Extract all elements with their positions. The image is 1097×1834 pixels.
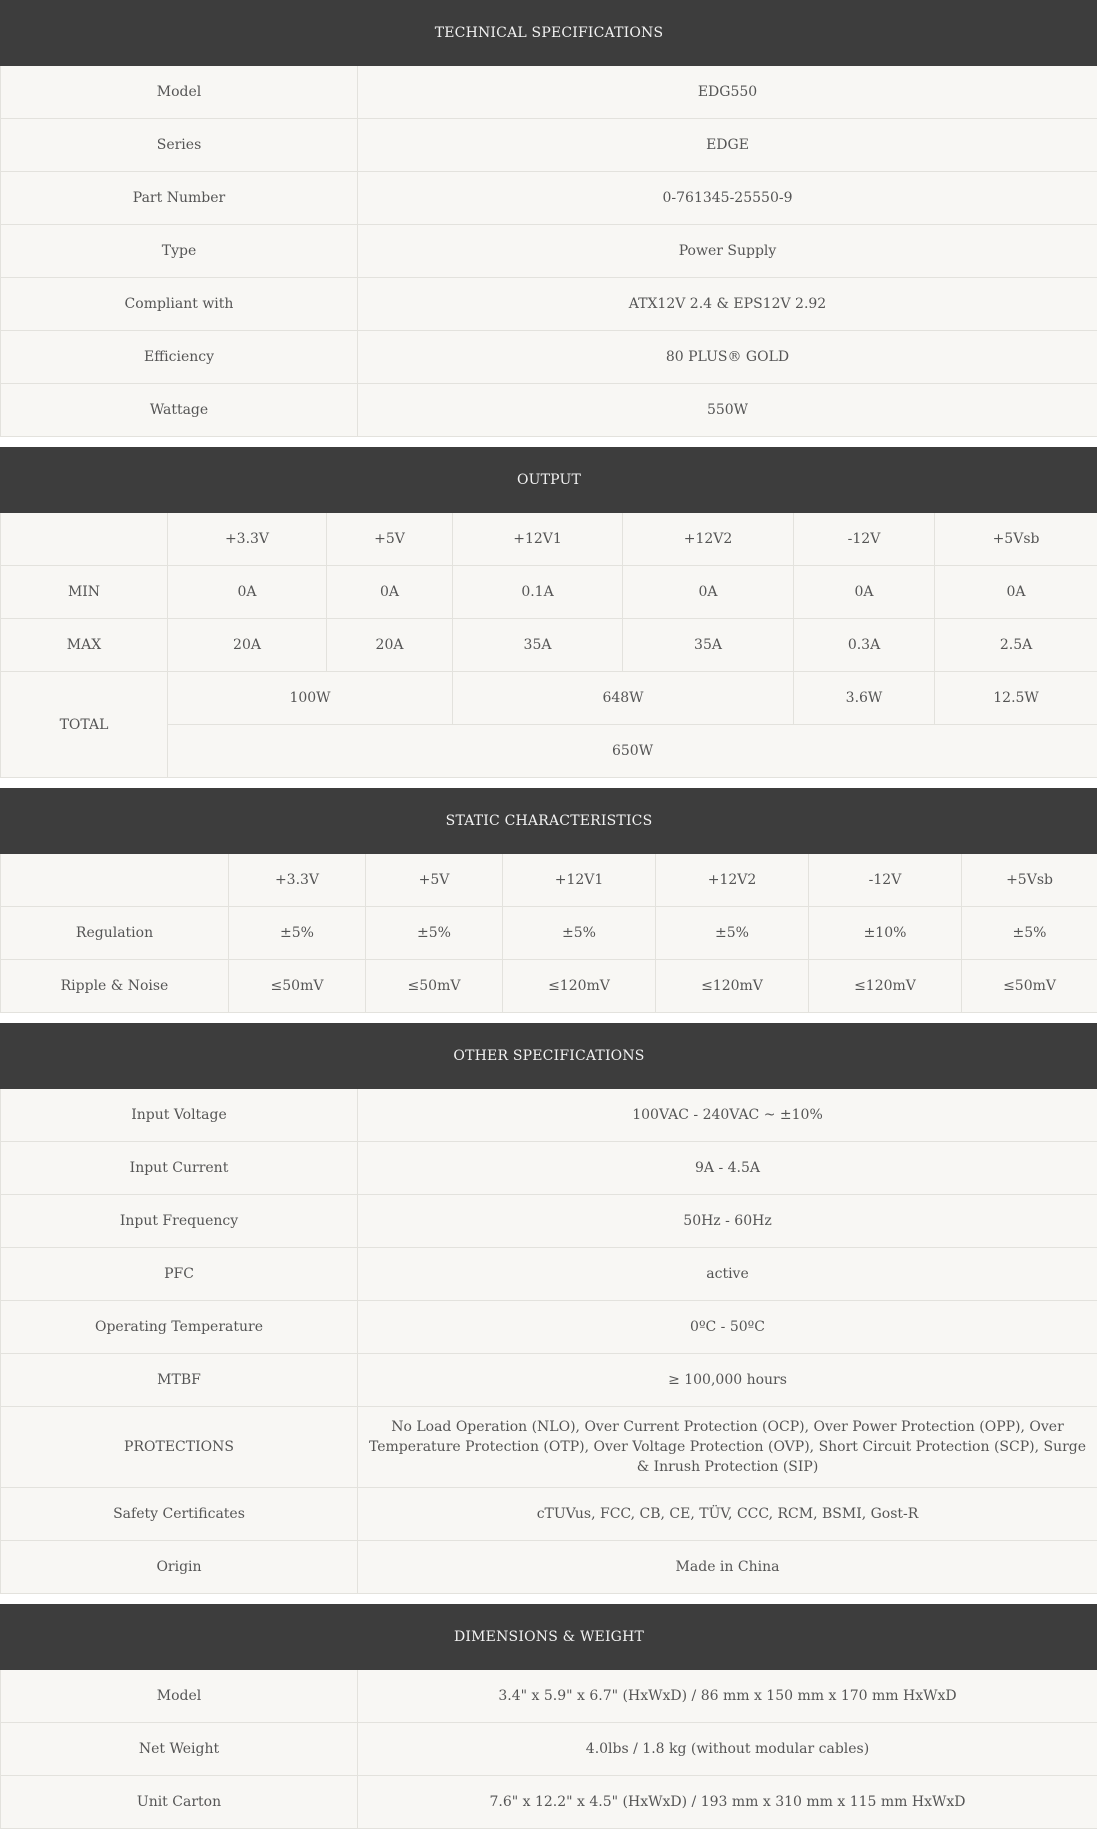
row-label: TOTAL [1, 672, 168, 778]
row-label: Efficiency [1, 331, 358, 384]
row-label: Compliant with [1, 278, 358, 331]
section-spacer [0, 778, 1097, 788]
cell-value: 0A [794, 566, 935, 619]
row-label: MIN [1, 566, 168, 619]
row-value: No Load Operation (NLO), Over Current Protection (OCP), Over Power Protection (OPP), Over Temperature Protection (OTP), Over Voltage Protection (OVP), Short Circuit Protection (SCP), Surge & Inrush Protection (SIP) [358, 1407, 1097, 1488]
row-value: Power Supply [358, 225, 1097, 278]
table-row [1, 119, 1097, 172]
cell-value: 648W [453, 672, 794, 725]
table-row [1, 1488, 1097, 1541]
row-value: 0-761345-25550-9 [358, 172, 1097, 225]
technical-specifications-table [0, 0, 1097, 437]
table-row [1, 225, 1097, 278]
cell-value: 35A [453, 619, 623, 672]
row-label: PFC [1, 1248, 358, 1301]
row-label: Unit Carton [1, 1776, 358, 1829]
table-row [1, 1723, 1097, 1776]
table-header-row [1, 513, 1097, 566]
cell-value: ≤120mV [656, 960, 809, 1013]
column-header: +12V2 [656, 854, 809, 907]
cell-value: ±5% [962, 907, 1097, 960]
table-row [1, 907, 1097, 960]
table-row [1, 1301, 1097, 1354]
table-row [1, 1776, 1097, 1829]
table-row [1, 66, 1097, 119]
cell-value: 20A [327, 619, 453, 672]
cell-value: 35A [623, 619, 794, 672]
section-spacer [0, 1013, 1097, 1023]
row-value: 100VAC - 240VAC ~ ±10% [358, 1089, 1097, 1142]
row-label: Net Weight [1, 1723, 358, 1776]
table-row [1, 1195, 1097, 1248]
column-header: +5V [366, 854, 503, 907]
cell-value: 0A [327, 566, 453, 619]
row-value: 9A - 4.5A [358, 1142, 1097, 1195]
row-value: cTUVus, FCC, CB, CE, TÜV, CCC, RCM, BSMI, Gost-R [358, 1488, 1097, 1541]
cell-value: 3.6W [794, 672, 935, 725]
cell-value: ±10% [809, 907, 962, 960]
section-title: DIMENSIONS & WEIGHT [1, 1605, 1097, 1670]
cell-value: 0.3A [794, 619, 935, 672]
row-value: ATX12V 2.4 & EPS12V 2.92 [358, 278, 1097, 331]
empty-cell [1, 513, 168, 566]
section-title: OUTPUT [1, 448, 1097, 513]
cell-value: 2.5A [935, 619, 1097, 672]
row-label: Regulation [1, 907, 229, 960]
cell-value: 650W [168, 725, 1097, 778]
column-header: +3.3V [168, 513, 327, 566]
row-label: Input Frequency [1, 1195, 358, 1248]
row-value: EDGE [358, 119, 1097, 172]
cell-value: 0.1A [453, 566, 623, 619]
section-spacer [0, 1594, 1097, 1604]
row-value: 50Hz - 60Hz [358, 1195, 1097, 1248]
cell-value: ≤50mV [962, 960, 1097, 1013]
table-row [1, 1089, 1097, 1142]
row-value: 80 PLUS® GOLD [358, 331, 1097, 384]
cell-value: 20A [168, 619, 327, 672]
row-label: Input Current [1, 1142, 358, 1195]
cell-value: 0A [623, 566, 794, 619]
cell-value: ±5% [229, 907, 366, 960]
row-label: Part Number [1, 172, 358, 225]
section-spacer [0, 437, 1097, 447]
cell-value: ≤120mV [503, 960, 656, 1013]
row-label: Wattage [1, 384, 358, 437]
cell-value: 0A [935, 566, 1097, 619]
column-header: +12V2 [623, 513, 794, 566]
output-table [0, 447, 1097, 778]
row-label: Ripple & Noise [1, 960, 229, 1013]
column-header: +5V [327, 513, 453, 566]
column-header: +12V1 [453, 513, 623, 566]
cell-value: ±5% [366, 907, 503, 960]
table-row [1, 1142, 1097, 1195]
row-label: MAX [1, 619, 168, 672]
column-header: +5Vsb [962, 854, 1097, 907]
row-label: Type [1, 225, 358, 278]
row-label: Operating Temperature [1, 1301, 358, 1354]
column-header: +12V1 [503, 854, 656, 907]
row-value: active [358, 1248, 1097, 1301]
column-header: -12V [809, 854, 962, 907]
cell-value: ±5% [503, 907, 656, 960]
row-value: 550W [358, 384, 1097, 437]
row-label: PROTECTIONS [1, 1407, 358, 1488]
row-label: Model [1, 66, 358, 119]
column-header: +3.3V [229, 854, 366, 907]
table-row [1, 1248, 1097, 1301]
row-label: Origin [1, 1541, 358, 1594]
table-row [1, 384, 1097, 437]
cell-value: ≤50mV [366, 960, 503, 1013]
table-row [1, 960, 1097, 1013]
table-row [1, 172, 1097, 225]
row-value: 7.6" x 12.2" x 4.5" (HxWxD) / 193 mm x 310 mm x 115 mm HxWxD [358, 1776, 1097, 1829]
cell-value: ±5% [656, 907, 809, 960]
table-row [1, 1670, 1097, 1723]
other-specifications-table [0, 1023, 1097, 1594]
row-value: ≥ 100,000 hours [358, 1354, 1097, 1407]
row-value: Made in China [358, 1541, 1097, 1594]
table-row [1, 278, 1097, 331]
row-value: 4.0lbs / 1.8 kg (without modular cables) [358, 1723, 1097, 1776]
dimensions-weight-table [0, 1604, 1097, 1829]
row-label: Safety Certificates [1, 1488, 358, 1541]
section-title: TECHNICAL SPECIFICATIONS [1, 1, 1097, 66]
row-value: 0ºC - 50ºC [358, 1301, 1097, 1354]
column-header: +5Vsb [935, 513, 1097, 566]
row-value: 3.4" x 5.9" x 6.7" (HxWxD) / 86 mm x 150 mm x 170 mm HxWxD [358, 1670, 1097, 1723]
table-header-row [1, 854, 1097, 907]
table-row [1, 1541, 1097, 1594]
cell-value: 100W [168, 672, 453, 725]
table-row [1, 1407, 1097, 1488]
cell-value: 0A [168, 566, 327, 619]
section-title: OTHER SPECIFICATIONS [1, 1024, 1097, 1089]
row-value: EDG550 [358, 66, 1097, 119]
table-row [1, 672, 1097, 725]
static-characteristics-table [0, 788, 1097, 1013]
table-row [1, 566, 1097, 619]
row-label: Model [1, 1670, 358, 1723]
row-label: MTBF [1, 1354, 358, 1407]
table-row [1, 331, 1097, 384]
table-row [1, 1354, 1097, 1407]
cell-value: ≤50mV [229, 960, 366, 1013]
cell-value: ≤120mV [809, 960, 962, 1013]
empty-cell [1, 854, 229, 907]
column-header: -12V [794, 513, 935, 566]
row-label: Input Voltage [1, 1089, 358, 1142]
table-row [1, 619, 1097, 672]
section-title: STATIC CHARACTERISTICS [1, 789, 1097, 854]
row-label: Series [1, 119, 358, 172]
cell-value: 12.5W [935, 672, 1097, 725]
